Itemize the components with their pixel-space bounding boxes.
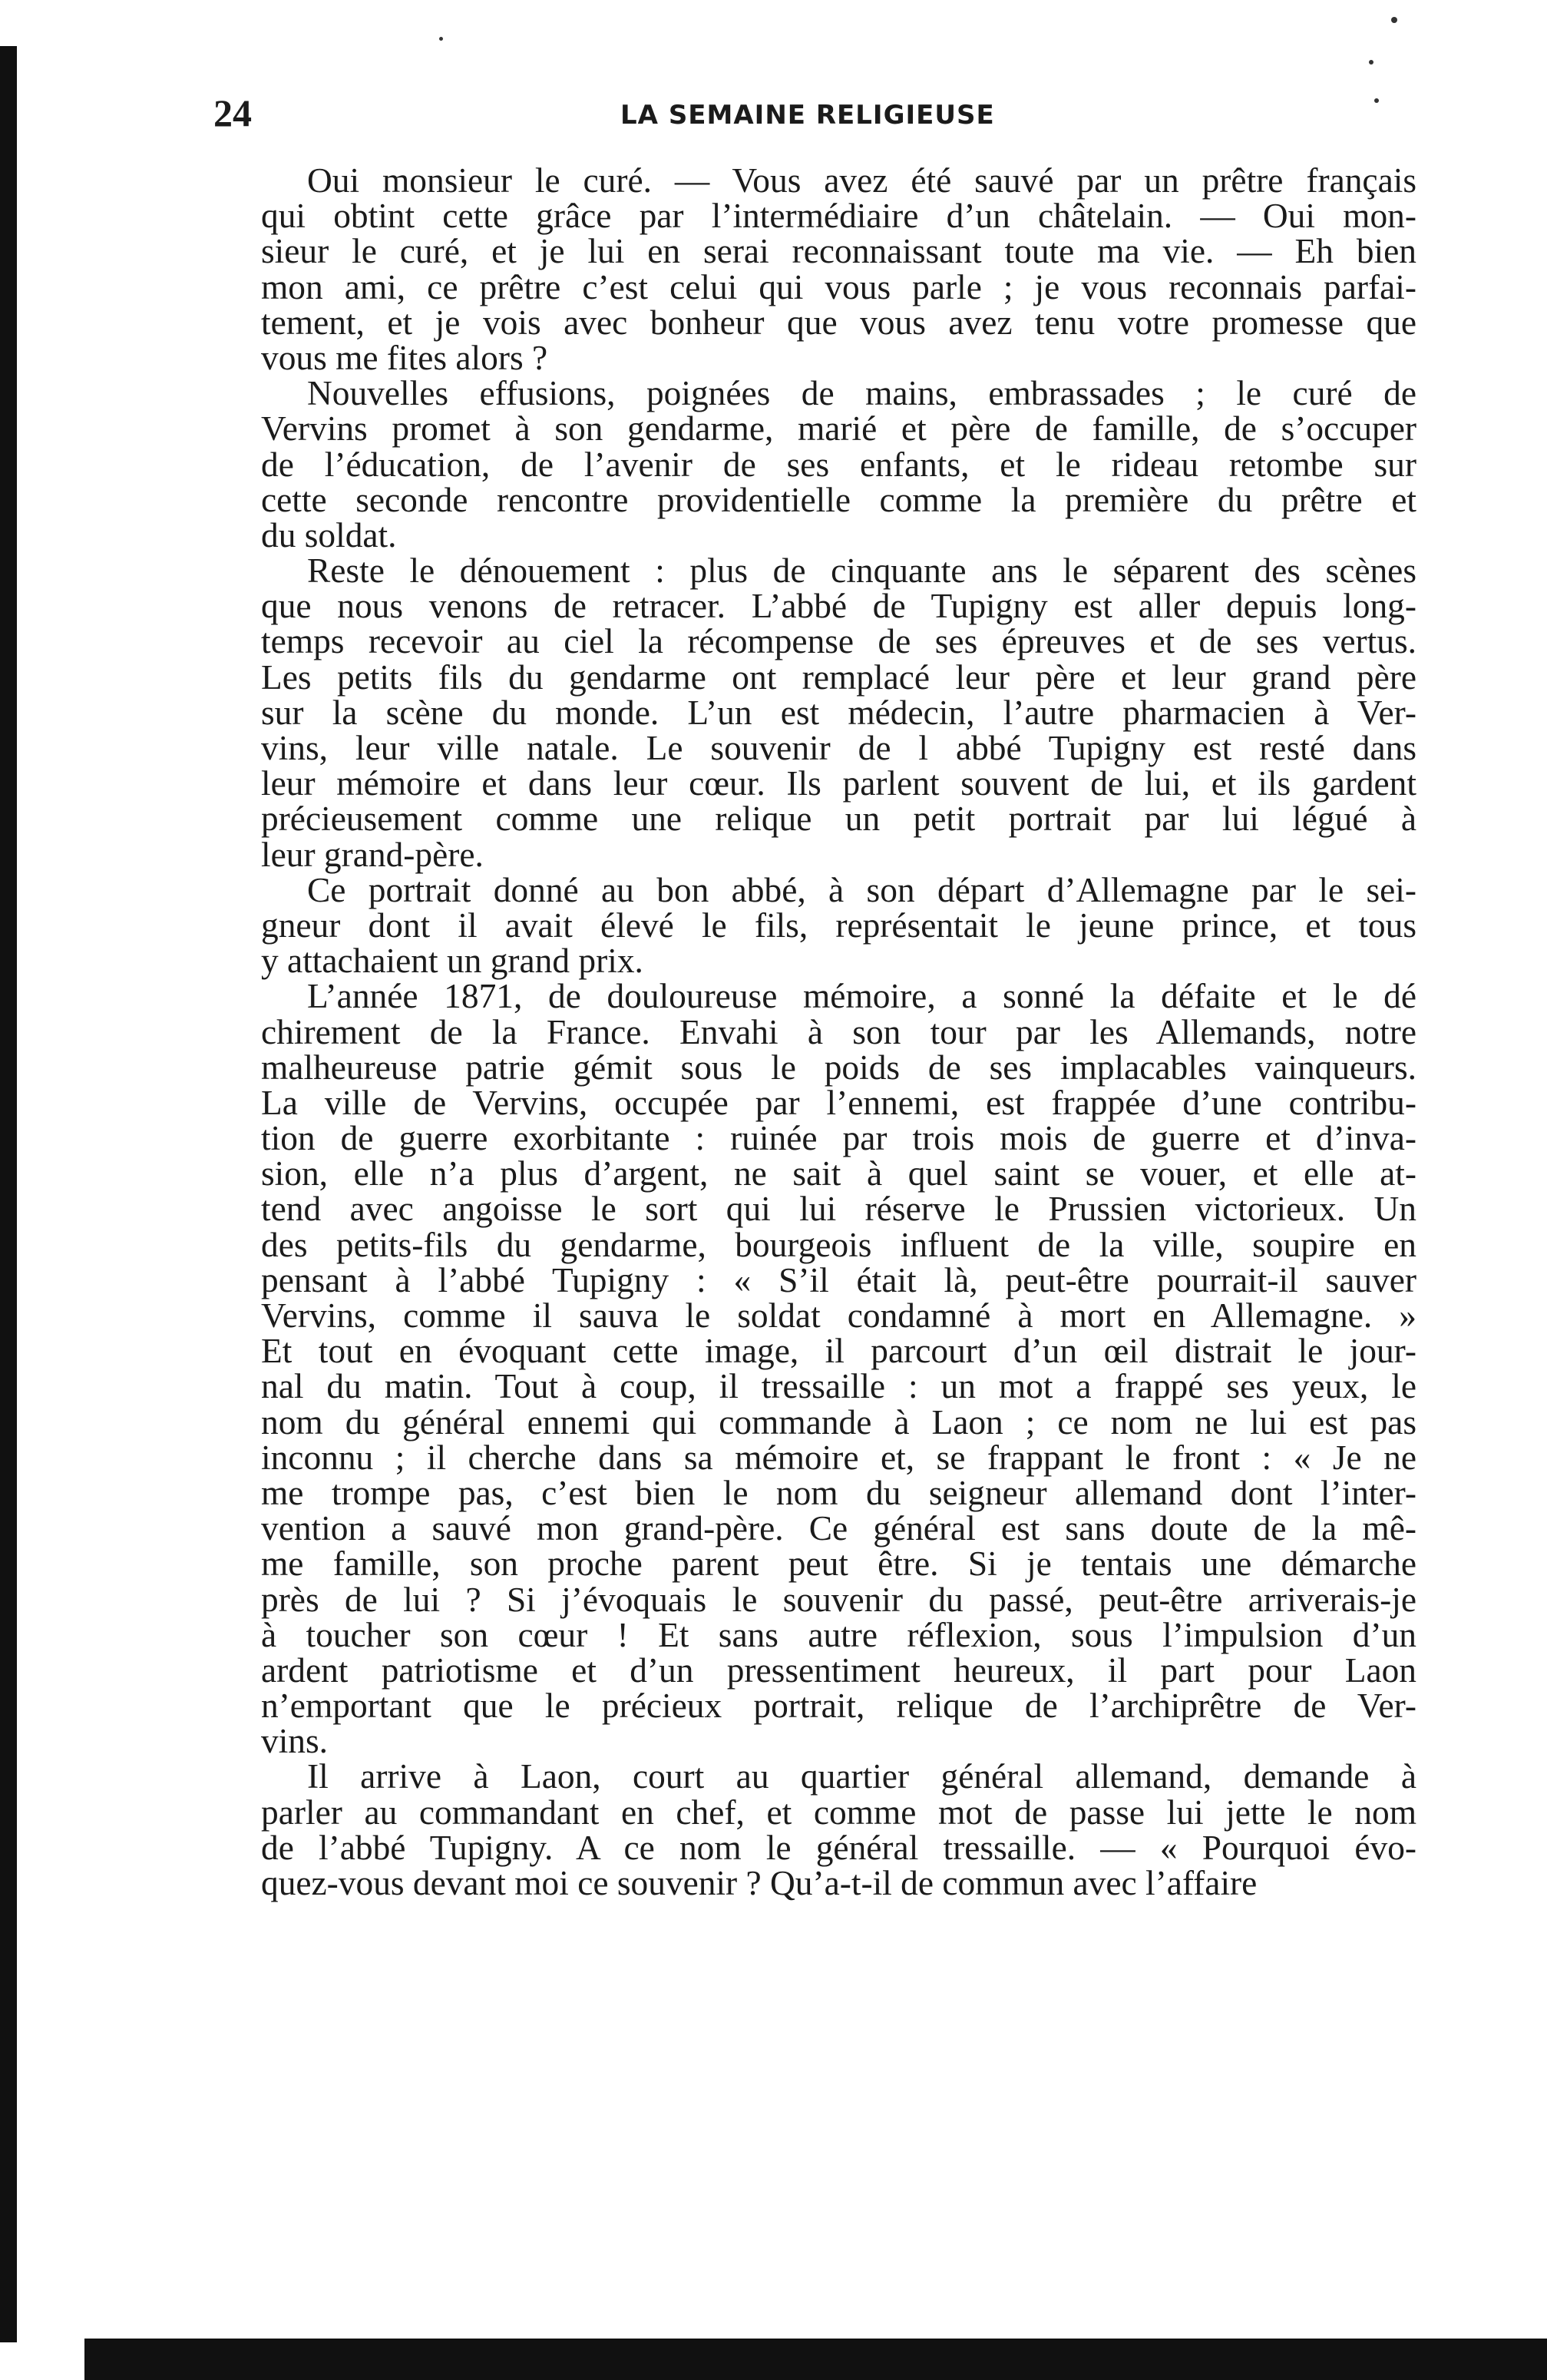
text-line: du soldat. bbox=[261, 515, 397, 554]
paragraph bbox=[261, 978, 1416, 1759]
text-line: temps recevoir au ciel la récompense de ses épreuves et de ses vertus. bbox=[261, 622, 1416, 661]
text-line: y attachaient un grand prix. bbox=[261, 942, 643, 981]
text-line: Les petits fils du gendarme ont remplacé leur père et leur grand père bbox=[261, 657, 1416, 697]
text-line: de l’éducation, de l’avenir de ses enfants, et le rideau retombe sur bbox=[261, 445, 1416, 484]
text-line: tion de guerre exorbitante : ruinée par trois mois de guerre et d’inva- bbox=[261, 1119, 1416, 1158]
text-line: qui obtint cette grâce par l’intermédiaire d’un châtelain. — Oui mon- bbox=[261, 197, 1416, 236]
text-line: tement, et je vois avec bonheur que vous avez tenu votre promesse que bbox=[261, 303, 1416, 342]
text-line: sion, elle n’a plus d’argent, ne sait à quel saint se vouer, et elle at- bbox=[261, 1154, 1416, 1193]
text-line: malheureuse patrie gémit sous le poids de ses implacables vainqueurs. bbox=[261, 1048, 1416, 1087]
text-line: nal du matin. Tout à coup, il tressaille : un mot a frappé ses yeux, le bbox=[261, 1367, 1416, 1406]
text-line: gneur dont il avait élevé le fils, représentait le jeune prince, et tous bbox=[261, 905, 1416, 945]
text-line: de l’abbé Tupigny. A ce nom le général tressaille. — « Pourquoi évo- bbox=[261, 1828, 1416, 1867]
text-line: L’année 1871, de douloureuse mémoire, a sonné la défaite et le dé bbox=[307, 977, 1416, 1016]
paragraph bbox=[261, 872, 1416, 979]
running-head: LA SEMAINE RELIGIEUSE bbox=[620, 100, 995, 131]
text-line: Il arrive à Laon, court au quartier général allemand, demande à bbox=[307, 1757, 1416, 1796]
text-line: ardent patriotisme et d’un pressentiment heureux, il part pour Laon bbox=[261, 1650, 1416, 1690]
text-line: sieur le curé, et je lui en serai reconnaissant toute ma vie. — Eh bien bbox=[261, 232, 1416, 271]
text-line: leur mémoire et dans leur cœur. Ils parlent souvent de lui, et ils gardent bbox=[261, 764, 1416, 803]
scan-border-left bbox=[0, 46, 17, 2342]
text-line: leur grand-père. bbox=[261, 835, 484, 874]
page-number: 24 bbox=[213, 91, 252, 134]
text-line: n’emportant que le précieux portrait, relique de l’archiprêtre de Ver- bbox=[261, 1687, 1416, 1726]
text-line: parler au commandant en chef, et comme mot de passe lui jette le nom bbox=[261, 1792, 1416, 1832]
text-line: que nous venons de retracer. L’abbé de Tupigny est aller depuis long- bbox=[261, 587, 1416, 626]
text-line: des petits-fils du gendarme, bourgeois influent de la ville, soupire en bbox=[261, 1225, 1416, 1264]
body-text bbox=[261, 163, 1416, 1901]
text-line: Reste le dénouement : plus de cinquante ans le séparent des scènes bbox=[307, 551, 1416, 591]
text-line: nom du général ennemi qui commande à Laon ; ce nom ne lui est pas bbox=[261, 1402, 1416, 1442]
page-header bbox=[198, 91, 1419, 137]
text-line: vention a sauvé mon grand-père. Ce général est sans doute de la mê- bbox=[261, 1509, 1416, 1548]
text-line: Et tout en évoquant cette image, il parcourt d’un œil distrait le jour- bbox=[261, 1332, 1416, 1371]
text-line: sur la scène du monde. L’un est médecin, l’autre pharmacien à Ver- bbox=[261, 693, 1416, 732]
scan-speck bbox=[439, 37, 443, 41]
scan-speck bbox=[1369, 60, 1373, 65]
text-line: quez-vous devant moi ce souvenir ? Qu’a-t-il de commun avec l’affaire bbox=[261, 1864, 1258, 1902]
text-line: Vervins, comme il sauva le soldat condamné à mort en Allemagne. » bbox=[261, 1296, 1416, 1335]
text-line: me trompe pas, c’est bien le nom du seigneur allemand dont l’inter- bbox=[261, 1473, 1416, 1512]
text-line: vins, leur ville natale. Le souvenir de l abbé Tupigny est resté dans bbox=[261, 729, 1416, 767]
text-line: La ville de Vervins, occupée par l’ennemi, est frappée d’une contribu- bbox=[261, 1083, 1416, 1122]
text-line: pensant à l’abbé Tupigny : « S’il était là, peut-être pourrait-il sauver bbox=[261, 1260, 1416, 1299]
text-line: me famille, son proche parent peut être. Si je tentais une démarche bbox=[261, 1544, 1416, 1584]
text-line: Nouvelles effusions, poignées de mains, embrassades ; le curé de bbox=[307, 374, 1416, 413]
text-line: tend avec angoisse le sort qui lui réserve le Prussien victorieux. Un bbox=[261, 1190, 1416, 1229]
text-line: vins. bbox=[261, 1722, 329, 1761]
text-line: près de lui ? Si j’évoquais le souvenir du passé, peut-être arriverais-je bbox=[261, 1580, 1416, 1619]
text-line: cette seconde rencontre providentielle comme la première du prêtre et bbox=[261, 480, 1416, 519]
text-line: chirement de la France. Envahi à son tour par les Allemands, notre bbox=[261, 1012, 1416, 1051]
text-line: inconnu ; il cherche dans sa mémoire et, se frappant le front : « Je ne bbox=[261, 1438, 1416, 1477]
text-line: à toucher son cœur ! Et sans autre réflexion, sous l’impulsion d’un bbox=[261, 1615, 1416, 1654]
text-line: mon ami, ce prêtre c’est celui qui vous parle ; je vous reconnais parfai- bbox=[261, 267, 1416, 306]
scan-speck bbox=[1391, 17, 1397, 23]
text-line: précieusement comme une relique un petit portrait par lui légué à bbox=[261, 799, 1416, 839]
paragraph bbox=[261, 553, 1416, 872]
text-line: Vervins promet à son gendarme, marié et père de famille, de s’occuper bbox=[261, 409, 1416, 449]
text-line: Ce portrait donné au bon abbé, à son départ d’Allemagne par le sei- bbox=[307, 870, 1416, 909]
text-line: vous me fites alors ? bbox=[261, 338, 548, 377]
paragraph bbox=[261, 1759, 1416, 1901]
text-line: Oui monsieur le curé. — Vous avez été sauvé par un prêtre français bbox=[307, 161, 1416, 200]
scan-border-bottom bbox=[84, 2339, 1547, 2380]
paragraph bbox=[261, 376, 1416, 553]
paragraph bbox=[261, 163, 1416, 376]
